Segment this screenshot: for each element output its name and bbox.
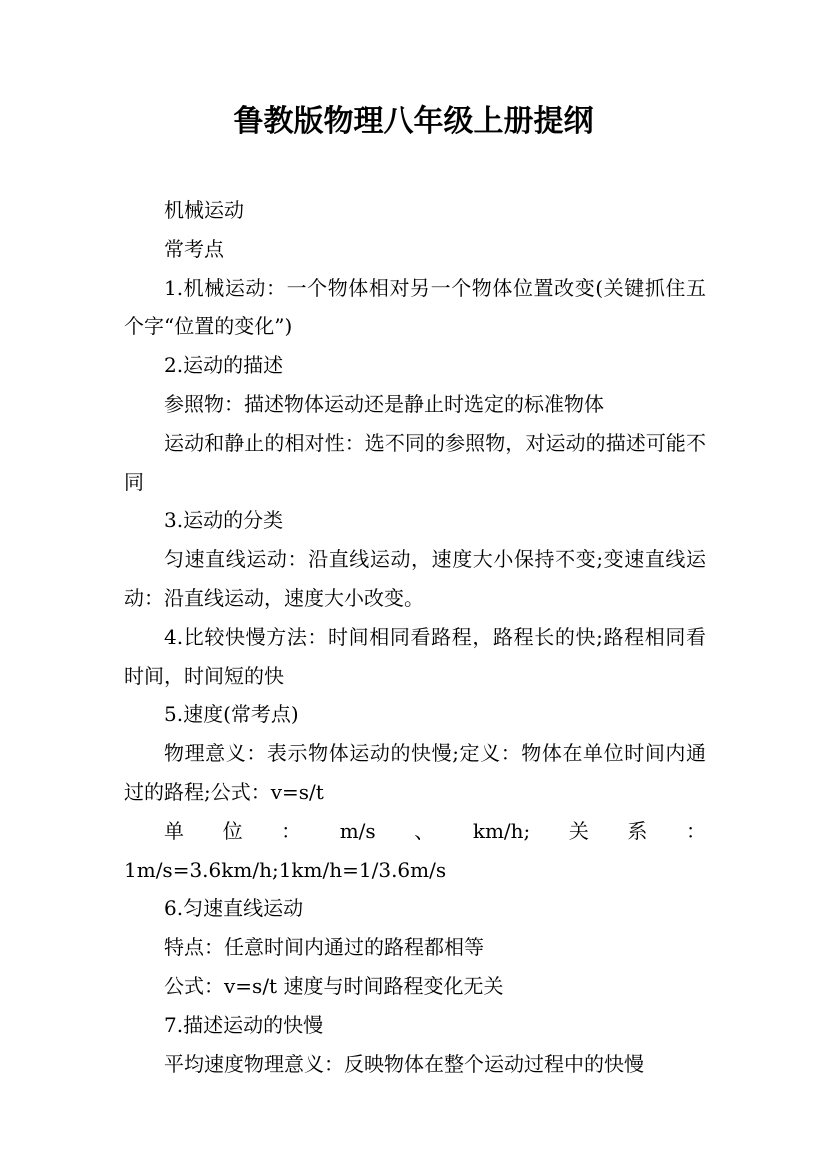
document-body <box>124 191 706 1083</box>
paragraph-2: 常考点 <box>164 236 224 261</box>
paragraph-9: 4.比较快慢方法：时间相同看路程，路程长的快;路程相同看时间，时间短的快 <box>124 624 706 688</box>
paragraph-15: 公式：v=s/t 速度与时间路程变化无关 <box>164 973 504 998</box>
paragraph-16: 7.描述运动的快慢 <box>164 1012 324 1037</box>
paragraph-11: 物理意义：表示物体运动的快慢;定义：物体在单位时间内通过的路程;公式：v=s/t <box>124 741 706 804</box>
paragraph-17: 平均速度物理意义：反映物体在整个运动过程中的快慢 <box>164 1051 644 1076</box>
paragraph-14: 特点：任意时间内通过的路程都相等 <box>164 935 484 960</box>
paragraph-6: 运动和静止的相对性：选不同的参照物，对运动的描述可能不同 <box>124 430 706 494</box>
paragraph-4: 2.运动的描述 <box>164 353 284 378</box>
paragraph-10: 5.速度(常考点) <box>164 702 299 727</box>
paragraph-13: 6.匀速直线运动 <box>164 896 304 921</box>
paragraph-8: 匀速直线运动：沿直线运动，速度大小保持不变;变速直线运动：沿直线运动，速度大小改变。 <box>124 547 706 610</box>
document-title: 鲁教版物理八年级上册提纲 <box>233 104 594 139</box>
paragraph-7: 3.运动的分类 <box>164 508 284 533</box>
paragraph-12: 单位：m/s、km/h;关系：1m/s=3.6km/h;1km/h=1/3.6m/s <box>124 818 706 882</box>
paragraph-3: 1.机械运动：一个物体相对另一个物体位置改变(关键抓住五个字“位置的变化”) <box>124 275 706 339</box>
paragraph-5: 参照物：描述物体运动还是静止时选定的标准物体 <box>164 391 604 416</box>
paragraph-1: 机械运动 <box>164 198 244 222</box>
